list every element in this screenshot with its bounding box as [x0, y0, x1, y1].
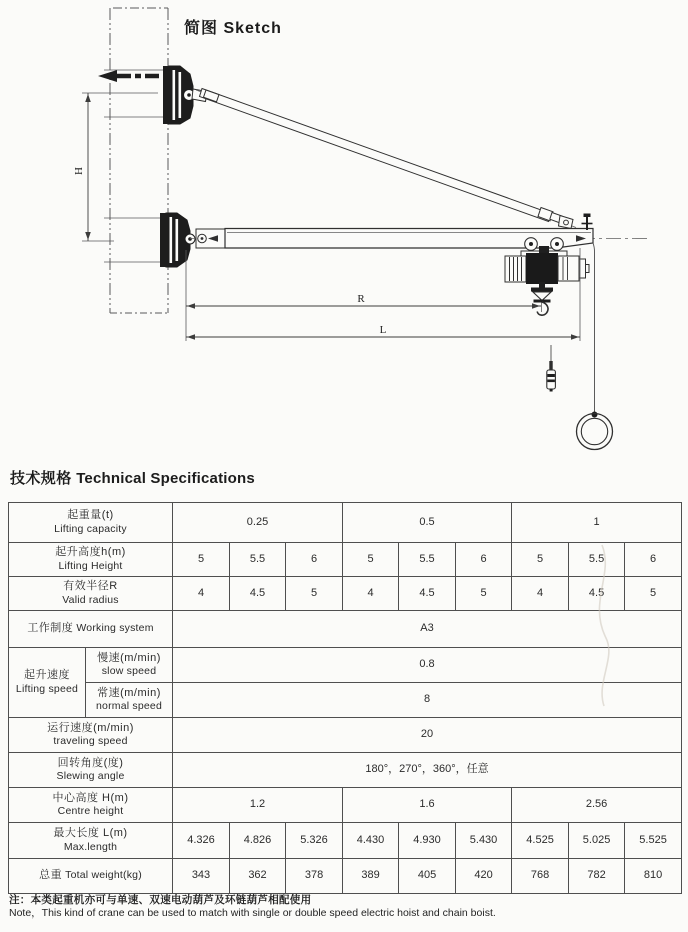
row-label-lifting-height: 起升高度h(m) Lifting Height — [9, 543, 173, 577]
spec-value: 4.326 — [173, 823, 230, 859]
spec-value: 5 — [625, 577, 682, 611]
spec-value: 5 — [286, 577, 343, 611]
jib-beam — [190, 214, 650, 249]
section-title-en: Technical Specifications — [76, 470, 255, 487]
spec-value: 0.25 — [173, 503, 343, 543]
spec-value: 0.5 — [343, 503, 512, 543]
spec-value: 5 — [173, 543, 230, 577]
spec-value: 362 — [230, 859, 286, 894]
row-label-lifting-speed: 起升速度 Lifting speed — [9, 648, 86, 718]
spec-value: 4 — [343, 577, 399, 611]
wall-column — [104, 8, 168, 313]
spec-value: 4.930 — [399, 823, 456, 859]
spec-value: 6 — [625, 543, 682, 577]
row-label-slow-speed: 慢速(m/min) slow speed — [86, 648, 173, 683]
spec-value: 5.5 — [569, 543, 625, 577]
spec-value: 180°，270°，360°，任意 — [173, 753, 682, 788]
spec-value: 4.5 — [399, 577, 456, 611]
dim-h-label: H — [73, 167, 85, 175]
spec-value: 5 — [343, 543, 399, 577]
spec-value: 768 — [512, 859, 569, 894]
spec-value: 5.326 — [286, 823, 343, 859]
row-max-length — [9, 823, 682, 859]
spec-value: 4 — [512, 577, 569, 611]
spec-value: 4.5 — [230, 577, 286, 611]
spec-value: 1 — [512, 503, 682, 543]
spec-value: 4.525 — [512, 823, 569, 859]
hook-block-icon — [531, 282, 553, 315]
row-lifting-capacity — [9, 503, 682, 543]
row-label-working-system: 工作制度 Working system — [9, 611, 173, 648]
row-lifting-speed-normal — [9, 683, 682, 718]
row-working-system — [9, 611, 682, 648]
footnote — [9, 894, 496, 920]
row-lifting-speed-slow — [9, 648, 682, 683]
spec-value: 20 — [173, 718, 682, 753]
section-title-zh: 技术规格 — [10, 470, 72, 487]
spec-value: 6 — [456, 543, 512, 577]
section-title — [10, 467, 255, 488]
dimension-h — [73, 93, 158, 241]
spec-value: 1.6 — [343, 788, 512, 823]
spec-value: 0.8 — [173, 648, 682, 683]
row-label-lifting-capacity: 起重量(t) Lifting capacity — [9, 503, 173, 543]
spec-value: 5.5 — [399, 543, 456, 577]
row-slewing-angle — [9, 753, 682, 788]
spec-value: 405 — [399, 859, 456, 894]
spec-value: 5 — [456, 577, 512, 611]
row-label-centre-height: 中心高度 H(m) Centre height — [9, 788, 173, 823]
tie-rod — [196, 89, 576, 229]
spec-value: 782 — [569, 859, 625, 894]
row-centre-height — [9, 788, 682, 823]
spec-value: 5.525 — [625, 823, 682, 859]
spec-value: 2.56 — [512, 788, 682, 823]
spec-value: 343 — [173, 859, 230, 894]
lower-bracket — [160, 213, 195, 267]
spec-value: 420 — [456, 859, 512, 894]
footnote-zh: 注：本类起重机亦可与单速、双速电动葫芦及环链葫芦相配使用 — [9, 894, 312, 906]
dim-l-label: L — [379, 324, 387, 336]
dim-r-label: R — [357, 293, 365, 305]
spec-value: 6 — [286, 543, 343, 577]
crane-sketch — [0, 0, 688, 462]
row-label-normal-speed: 常速(m/min) normal speed — [86, 683, 173, 718]
spec-value: 4.826 — [230, 823, 286, 859]
spec-value: 378 — [286, 859, 343, 894]
spec-table — [8, 502, 682, 894]
wall-anchor-arrow-icon — [98, 70, 165, 82]
dimension-r — [186, 250, 541, 341]
spec-value: 5.025 — [569, 823, 625, 859]
spec-value: 8 — [173, 683, 682, 718]
electric-hoist — [505, 253, 589, 284]
row-label-valid-radius: 有效半径R Valid radius — [9, 577, 173, 611]
pendant-control-icon — [547, 345, 556, 392]
spec-value: 5 — [512, 543, 569, 577]
row-valid-radius — [9, 577, 682, 611]
spec-value: 389 — [343, 859, 399, 894]
spec-value: 810 — [625, 859, 682, 894]
row-label-traveling-speed: 运行速度(m/min) traveling speed — [9, 718, 173, 753]
sketch-title: 简图 Sketch — [184, 20, 282, 37]
row-label-slewing-angle: 回转角度(度) Slewing angle — [9, 753, 173, 788]
spec-value: 4.430 — [343, 823, 399, 859]
spec-value: 1.2 — [173, 788, 343, 823]
spec-value: 5.5 — [230, 543, 286, 577]
row-label-total-weight: 总重 Total weight(kg) — [9, 859, 173, 894]
footnote-en: Note，This kind of crane can be used to match with single or double speed electric hoist and chain boist. — [9, 907, 496, 919]
row-label-max-length: 最大长度 L(m) Max.length — [9, 823, 173, 859]
spec-value: 4.5 — [569, 577, 625, 611]
row-total-weight — [9, 859, 682, 894]
spec-value: A3 — [173, 611, 682, 648]
row-traveling-speed — [9, 718, 682, 753]
row-lifting-height — [9, 543, 682, 577]
spec-value: 4 — [173, 577, 230, 611]
spec-value: 5.430 — [456, 823, 512, 859]
